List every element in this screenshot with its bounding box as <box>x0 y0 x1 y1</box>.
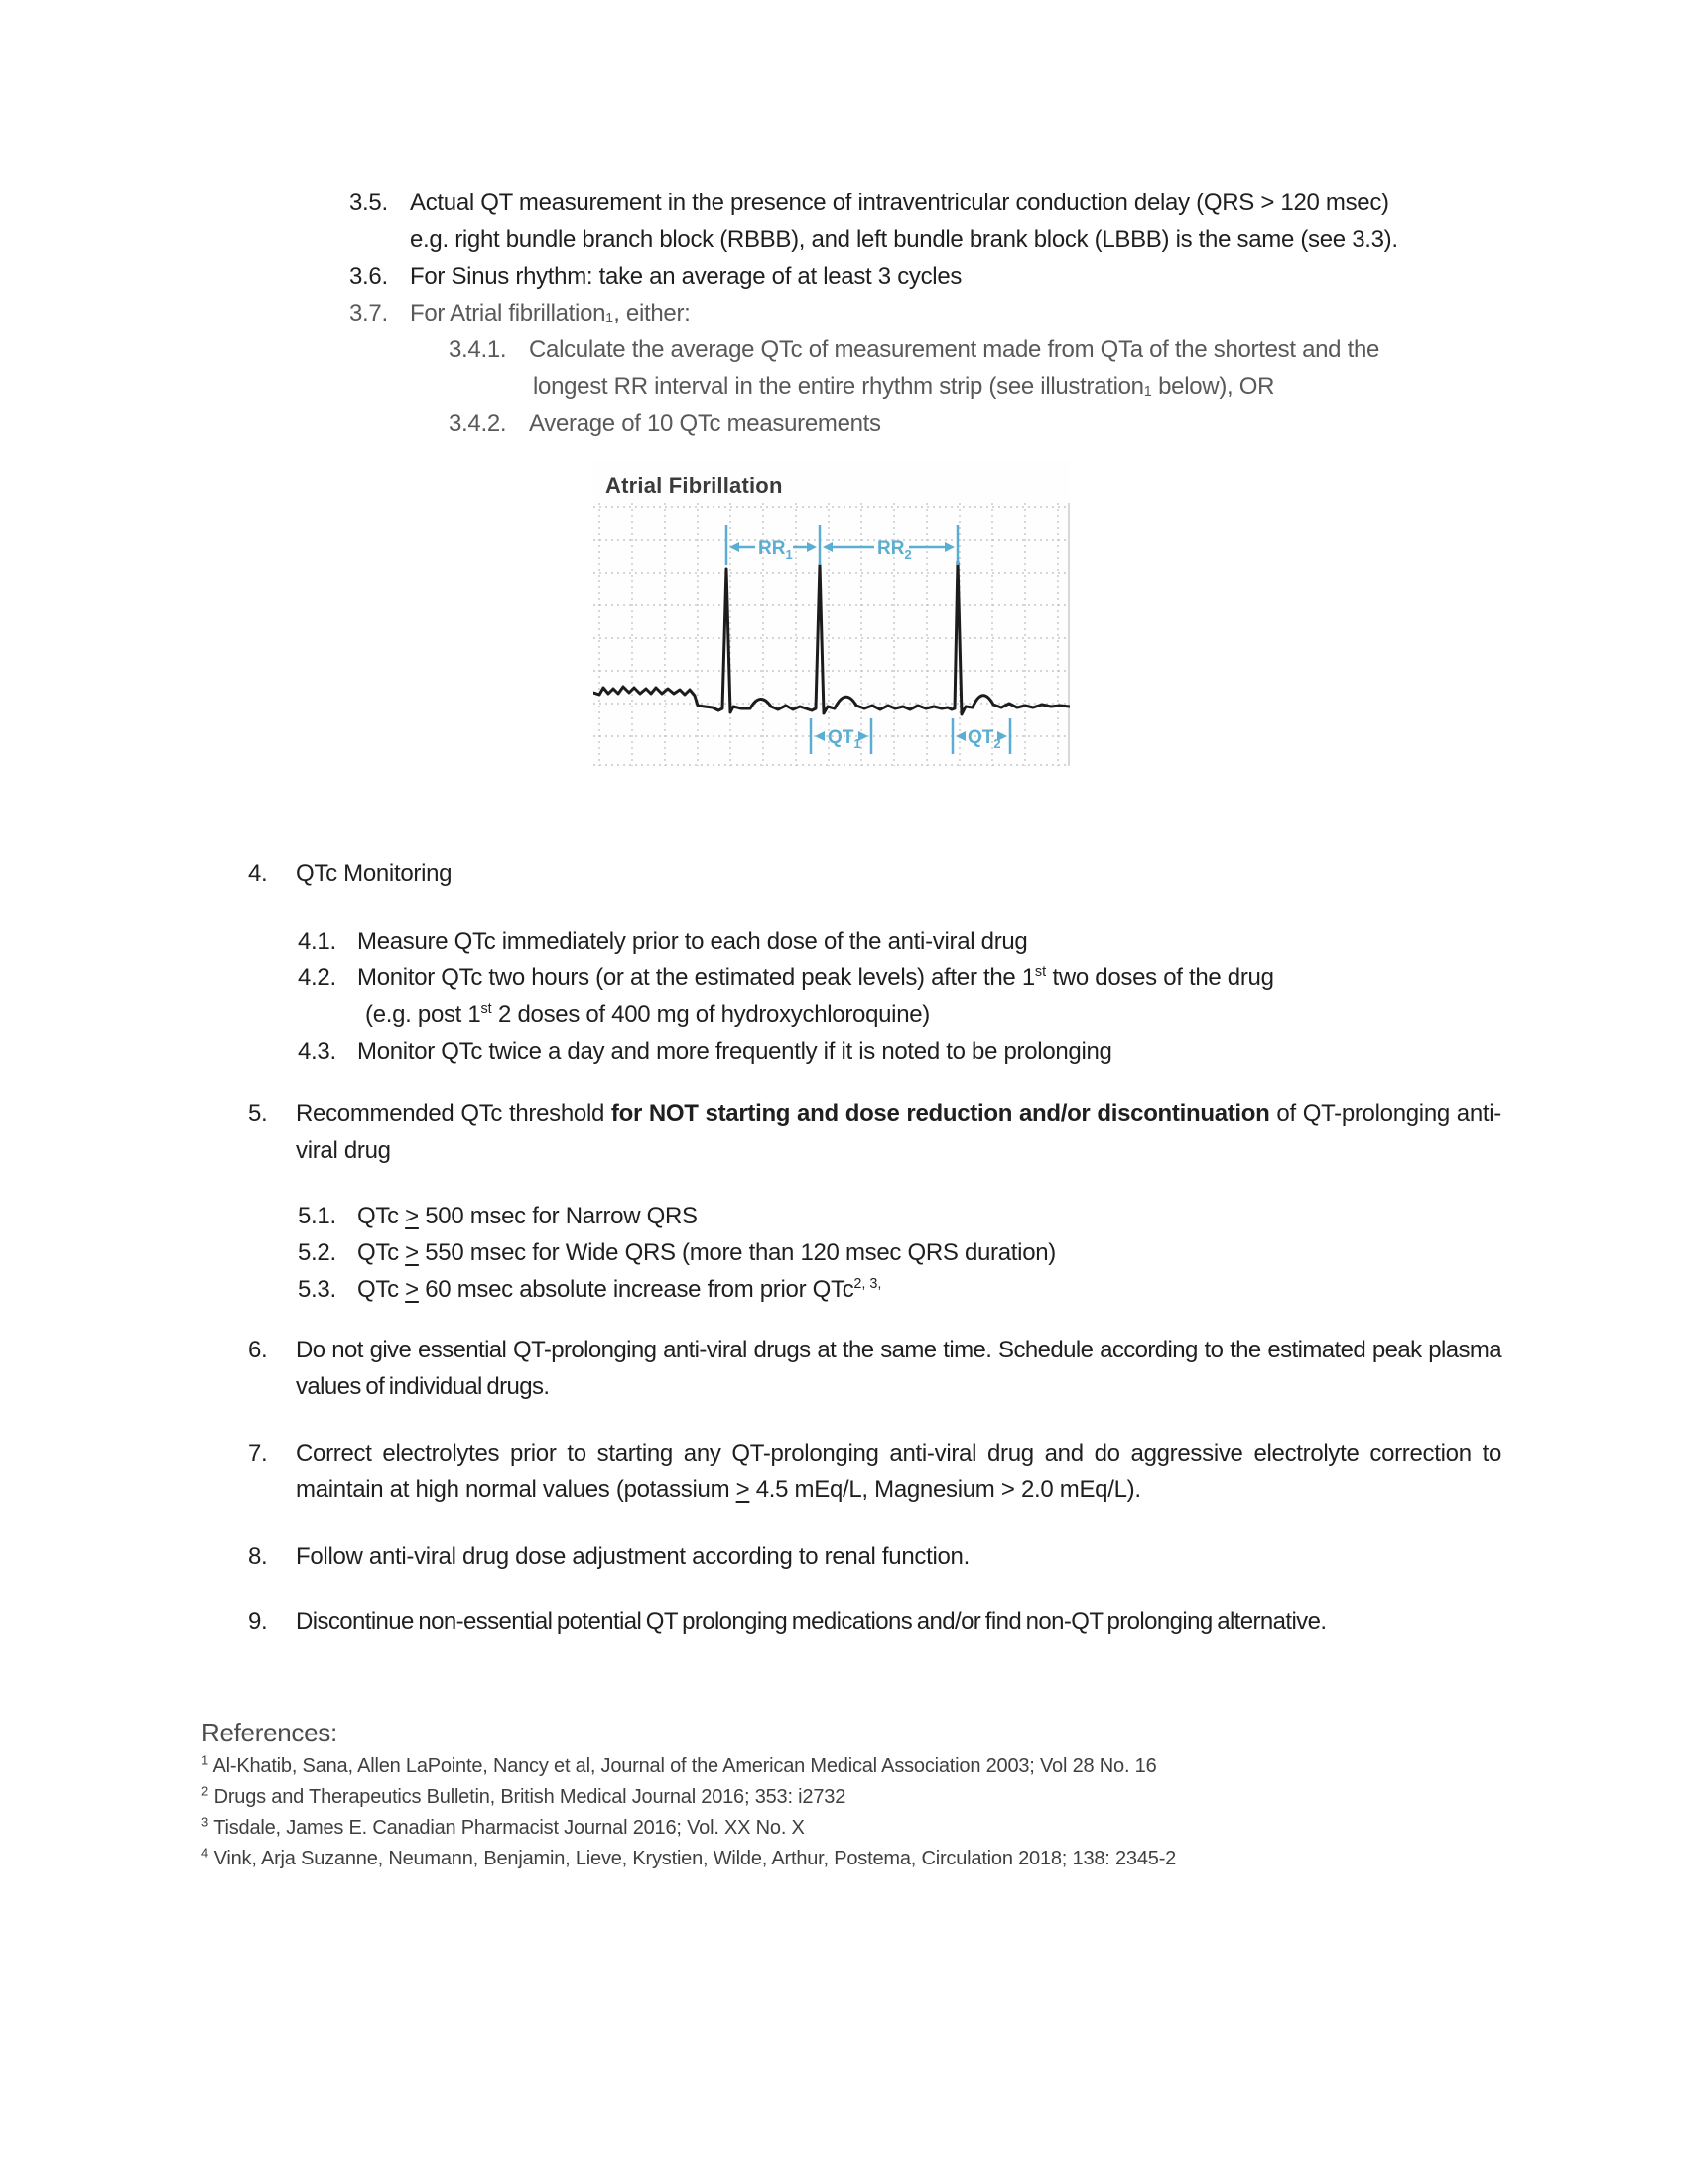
list-number: 5.2. <box>298 1239 336 1266</box>
section-5-items <box>0 1198 1501 1308</box>
qt1-label: $QT_1$ <box>828 727 861 751</box>
list-item-4-3 <box>0 1033 1501 1070</box>
footnote-marker: 1 <box>201 1752 209 1768</box>
footnote-marker: 2, 3, <box>853 1276 882 1292</box>
list-text-line: For Atrial fibrillation1, either: <box>410 300 691 326</box>
list-text-line: longest RR interval in the entire rhythm strip (see illustration1 below), OR <box>533 373 1275 400</box>
list-text-line: e.g. right bundle branch block (RBBB), and left bundle brank block (LBBB) is the same (see 3.3). <box>410 226 1398 253</box>
list-text-line: Follow anti-viral drug dose adjustment according to renal function. <box>296 1543 970 1570</box>
footnote-marker: 1 <box>605 311 614 326</box>
list-number: 4.3. <box>298 1038 336 1065</box>
list-item-5-3 <box>0 1271 1501 1308</box>
list-number: 7. <box>248 1440 268 1467</box>
list-text-line: Monitor QTc two hours (or at the estimated peak levels) after the 1st two doses of the drug <box>357 964 1274 991</box>
list-number: 3.7. <box>349 300 388 326</box>
list-text-line: Measure QTc immediately prior to each dose of the anti-viral drug <box>357 928 1028 955</box>
ecg-figure <box>593 461 1070 766</box>
references-title: References: <box>201 1718 337 1747</box>
list-item-3-4-2 <box>0 405 1501 442</box>
list-text-line: Calculate the average QTc of measurement made from QTa of the shortest and the <box>529 336 1380 363</box>
list-text-line: Average of 10 QTc measurements <box>529 410 881 437</box>
list-item-8 <box>0 1538 1501 1575</box>
list-item-5 <box>0 1095 1501 1169</box>
ecg-illustration <box>593 461 1070 766</box>
reference-entry: $^1$ Al-Khatib, Sana, Allen LaPointe, Nancy et al, Journal of the American Medical Association 2003; Vol 28 No. 16 <box>201 1752 1157 1777</box>
list-number: 3.6. <box>349 263 388 290</box>
list-paragraph: Recommended QTc threshold for NOT starting and dose reduction and/or discontinuation of QT-prolonging anti-viral drug <box>296 1100 1501 1164</box>
list-number: 5.1. <box>298 1203 336 1229</box>
list-paragraph: Correct electrolytes prior to starting any QT-prolonging anti-viral drug and do aggressive electrolyte correction to maintain at high normal values (potassium > 4.5 mEq/L, Magnesium > 2.0 mEq/L). <box>296 1440 1501 1503</box>
reference-entry: $^2$ Drugs and Therapeutics Bulletin, British Medical Journal 2016; 353: i2732 <box>201 1783 846 1808</box>
footnote-marker: 4 <box>201 1845 209 1861</box>
greater-equal-sign: > <box>405 1203 419 1229</box>
list-text-line: Monitor QTc twice a day and more frequently if it is noted to be prolonging <box>357 1038 1112 1065</box>
references-section <box>0 1715 1501 1874</box>
list-number: 3.4.2. <box>449 410 507 437</box>
list-text-line: QTc > 60 msec absolute increase from prior QTc$^{2, 3,}$ <box>357 1276 882 1303</box>
greater-equal-sign: > <box>405 1239 419 1266</box>
list-text-line: Actual QT measurement in the presence of intraventricular conduction delay (QRS > 120 msec) <box>410 190 1389 216</box>
section-4-items <box>0 923 1501 1070</box>
list-item-6 <box>0 1332 1501 1405</box>
section-title: QTc Monitoring <box>296 860 453 887</box>
list-text-line: For Sinus rhythm: take an average of at least 3 cycles <box>410 263 963 290</box>
list-paragraph: Do not give essential QT-prolonging anti-viral drugs at the same time. Schedule according to the estimated peak plasma values of individual drugs. <box>296 1337 1501 1400</box>
figure-title: Atrial Fibrillation <box>605 473 783 498</box>
greater-equal-sign: > <box>735 1477 750 1503</box>
list-item-5-2 <box>0 1234 1501 1271</box>
list-number: 6. <box>248 1337 268 1363</box>
list-item-3-5 <box>0 185 1501 258</box>
list-item-3-4-1 <box>0 331 1501 405</box>
list-number: 3.4.1. <box>449 336 507 363</box>
list-number: 5.3. <box>298 1276 336 1303</box>
footnote-marker: 1 <box>1143 384 1152 400</box>
list-number: 4. <box>248 860 268 887</box>
rr2-label: $RR_2$ <box>877 538 912 562</box>
list-text-line: QTc > 550 msec for Wide QRS (more than 120 msec QRS duration) <box>357 1239 1056 1266</box>
qt2-label: $QT_2$ <box>968 727 1001 751</box>
section-4-heading <box>0 855 1501 892</box>
list-number: 5. <box>248 1100 268 1127</box>
greater-equal-sign: > <box>405 1276 419 1303</box>
list-number: 4.1. <box>298 928 336 955</box>
list-number: 4.2. <box>298 964 336 991</box>
footnote-marker: 2 <box>201 1783 209 1799</box>
rr1-label: $RR_1$ <box>758 538 793 562</box>
list-number: 8. <box>248 1543 268 1570</box>
reference-entry: $^4$ Vink, Arja Suzanne, Neumann, Benjamin, Lieve, Krystien, Wilde, Arthur, Postema, Circulation 2018; 138: 2345-2 <box>201 1845 1177 1869</box>
list-number: 3.5. <box>349 190 388 216</box>
list-item-9 <box>0 1604 1501 1640</box>
ordinal-superscript: st <box>1034 964 1047 980</box>
list-item-4-2 <box>0 960 1501 1033</box>
footnote-marker: 3 <box>201 1814 209 1830</box>
list-item-3-7 <box>0 295 1501 331</box>
bold-emphasis: for NOT starting and dose reduction and/or discontinuation <box>610 1100 1270 1127</box>
list-item-7 <box>0 1435 1501 1508</box>
list-item-3-6 <box>0 258 1501 295</box>
reference-entry: $^3$ Tisdale, James E. Canadian Pharmacist Journal 2016; Vol. XX No. X <box>201 1814 805 1839</box>
ordinal-superscript: st <box>480 1001 492 1017</box>
list-text-line: Discontinue non-essential potential QT prolonging medications and/or find non-QT prolonging alternative. <box>296 1608 1327 1635</box>
list-item-5-1 <box>0 1198 1501 1234</box>
list-text-line: QTc > 500 msec for Narrow QRS <box>357 1203 698 1229</box>
list-text-line: (e.g. post 1st 2 doses of 400 mg of hydroxychloroquine) <box>365 1001 930 1028</box>
list-item-4-1 <box>0 923 1501 960</box>
list-number: 9. <box>248 1608 268 1635</box>
